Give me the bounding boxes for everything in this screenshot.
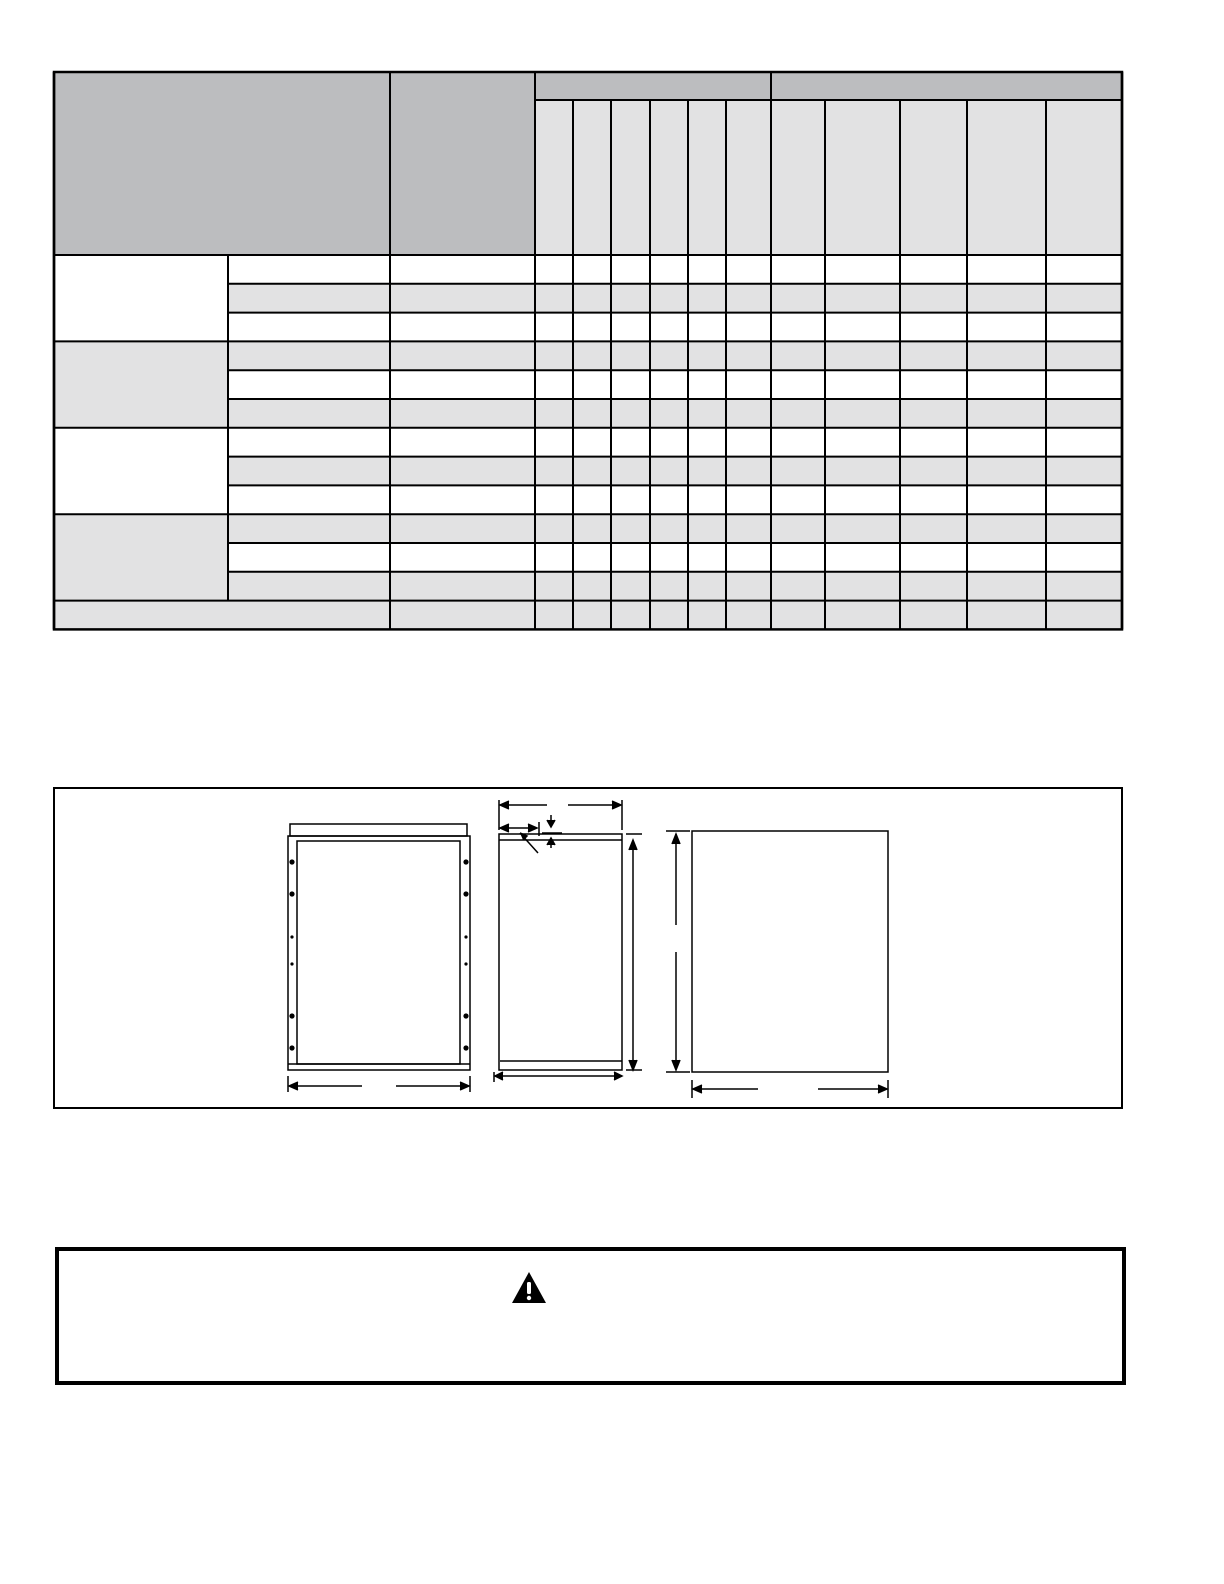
warning-triangle-icon bbox=[511, 1271, 547, 1305]
side-view bbox=[494, 800, 690, 1082]
front-view-fastener-marks bbox=[289, 859, 468, 1050]
front-view bbox=[288, 824, 470, 1092]
warning-box bbox=[55, 1247, 1126, 1385]
back-view bbox=[692, 831, 888, 1098]
drawing-frame bbox=[54, 788, 1122, 1108]
